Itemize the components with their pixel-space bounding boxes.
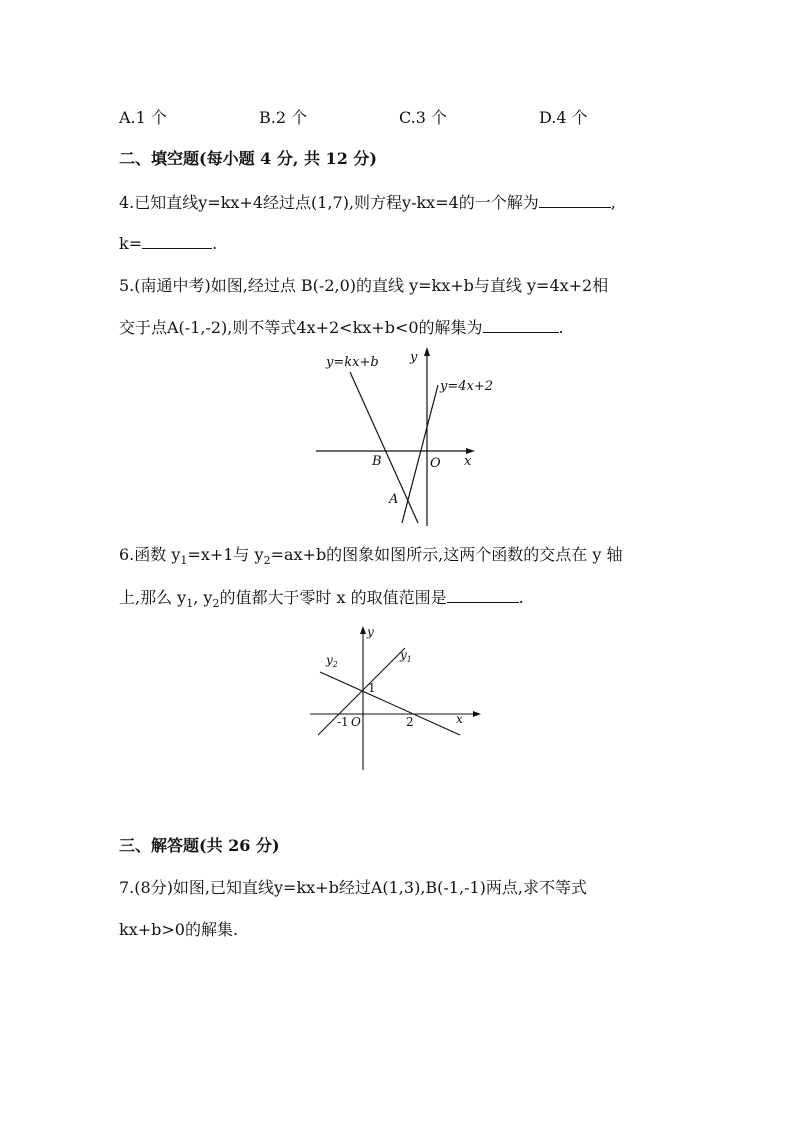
q4-blank1 (539, 192, 611, 208)
section2-heading: 二、填空题(每小题 4 分, 共 12 分) (119, 149, 377, 168)
q5-figure (310, 345, 494, 530)
q6-label-y2 (325, 653, 338, 669)
q6-line2 (119, 587, 524, 614)
choice-b: B.2 个 (259, 108, 308, 127)
q5-label-B: B (372, 454, 382, 469)
q6-x-arrow (473, 711, 481, 717)
q5-blank (483, 317, 559, 333)
q6-label-neg1: -1 (337, 715, 349, 729)
q5-line1: 5.(南通中考)如图,经过点 B(-2,0)的直线 y=kx+b与直线 y=4x+2相 (119, 276, 609, 295)
q6-sub4: 2 (212, 597, 220, 611)
q6-label-1: 1 (368, 681, 376, 695)
q4-comma: , (610, 193, 616, 212)
q5-label-x: x (464, 454, 472, 469)
q4-text: 4.已知直线y=kx+4经过点(1,7),则方程y-kx=4的一个解为 (119, 193, 539, 212)
q6-figure (305, 622, 485, 774)
q5-line-4x2 (402, 385, 438, 523)
choice-a: A.1 个 (119, 108, 167, 127)
q6-text-e: , y (193, 588, 213, 607)
q6-period: . (518, 588, 524, 607)
q5-label-kxb: y=kx+b (326, 355, 379, 370)
q5-label-4x2: y=4x+2 (440, 379, 494, 394)
q5-line2 (119, 317, 564, 338)
q6-label-2: 2 (406, 715, 414, 729)
q5-label-y: y (410, 350, 418, 365)
q4-period: . (212, 234, 218, 253)
q5-period: . (558, 318, 564, 337)
q6-text-b: =x+1与 y (187, 545, 264, 564)
q6-sub2: 2 (263, 554, 271, 568)
q6-label-y1 (399, 648, 412, 664)
q6-text-c: =ax+b的图象如图所示,这两个函数的交点在 y 轴 (270, 545, 623, 564)
q6-sub1: 1 (180, 554, 188, 568)
q5-text: 交于点A(-1,-2),则不等式4x+2<kx+b<0的解集为 (119, 318, 483, 337)
q6-y-arrow (360, 626, 366, 634)
q6-blank (447, 587, 519, 603)
q6-label-x: x (456, 712, 463, 726)
q7-line2: kx+b>0的解集. (119, 920, 239, 939)
q6-label-y: y (367, 625, 374, 639)
q7-line1: 7.(8分)如图,已知直线y=kx+b经过A(1,3),B(-1,-1)两点,求不等式 (119, 878, 587, 897)
q6-label-O: O (351, 715, 361, 729)
q6-label-y2-sub: 2 (332, 660, 338, 669)
q6-line1 (119, 545, 622, 571)
q6-text-f: 的值都大于零时 x 的取值范围是 (219, 588, 447, 607)
q6-label-y1-sub: 1 (406, 655, 412, 664)
q6-label-y1-main: y (400, 648, 407, 662)
q6-label-y2-main: y (326, 653, 333, 667)
q6-text-d: 上,那么 y (119, 588, 187, 607)
q5-y-arrow (424, 347, 430, 356)
q5-label-A: A (389, 492, 399, 507)
q4-line2 (119, 233, 217, 254)
q6-sub3: 1 (186, 597, 194, 611)
q5-label-O: O (430, 456, 441, 471)
q4-k-label: k= (119, 234, 143, 253)
section3-heading: 三、解答题(共 26 分) (119, 836, 280, 855)
q6-text-a: 6.函数 y (119, 545, 181, 564)
q4-line1 (119, 192, 616, 213)
choice-d: D.4 个 (539, 108, 588, 127)
q4-blank2 (142, 233, 212, 249)
choice-c: C.3 个 (399, 108, 448, 127)
